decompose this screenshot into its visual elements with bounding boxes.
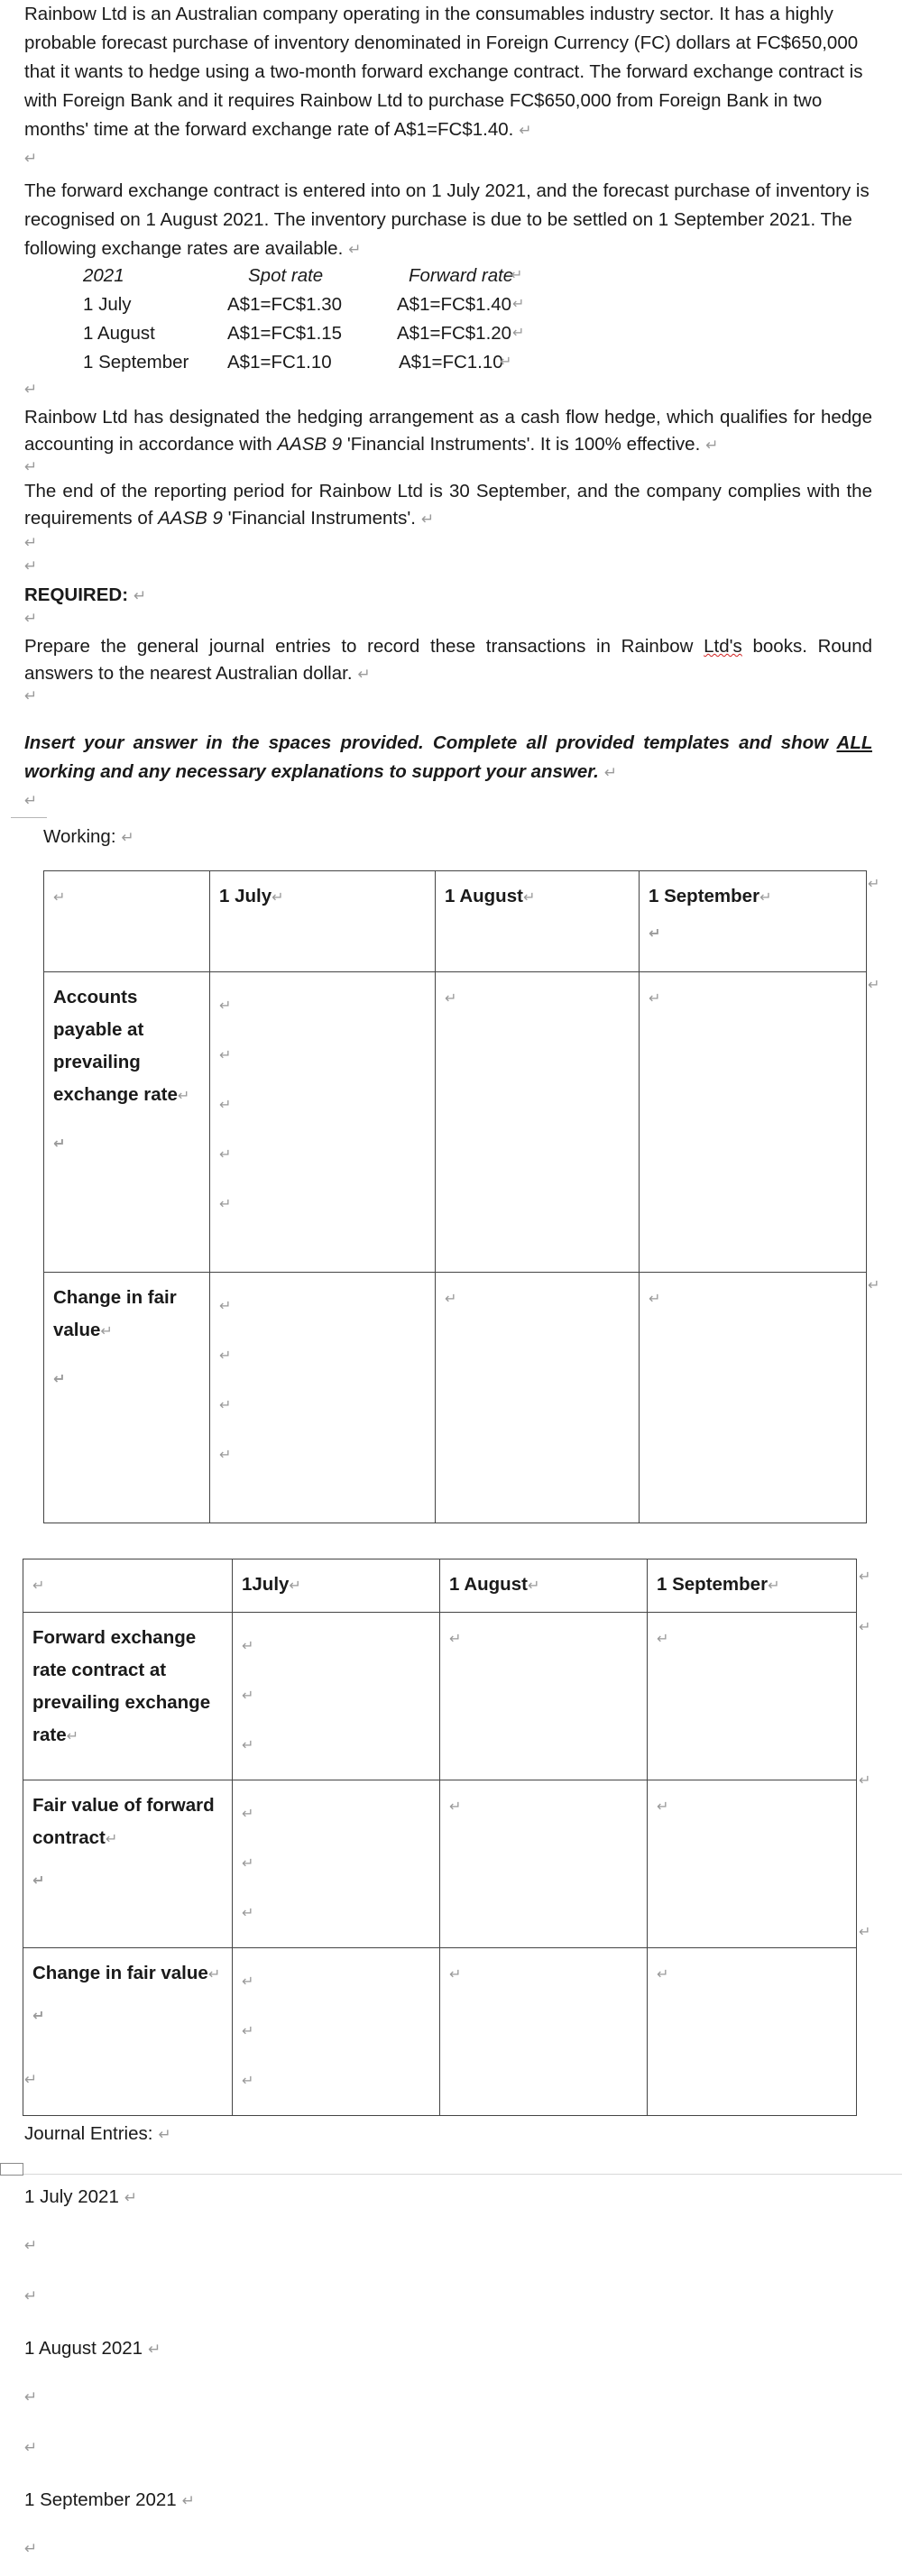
paragraph-mark: ↵ xyxy=(24,2540,38,2557)
paragraph-mark: ↵ xyxy=(53,1372,66,1387)
page-break-line xyxy=(0,2174,902,2175)
row-end-mark: ↵ xyxy=(868,877,880,892)
paragraph-mark: ↵ xyxy=(242,1906,254,1921)
answer-cell-1-september[interactable] xyxy=(640,972,867,1273)
paragraph-mark: ↵ xyxy=(24,2439,38,2456)
paragraph-mark: ↵ xyxy=(24,2237,38,2254)
row-label-accounts-payable xyxy=(44,972,210,1273)
paragraph-mark: ↵ xyxy=(445,991,457,1007)
row-end-mark: ↵ xyxy=(859,1773,871,1789)
paragraph-mark: ↵ xyxy=(24,610,38,627)
answer-cell-1-july[interactable] xyxy=(233,1780,440,1948)
paragraph-mark: ↵ xyxy=(242,2024,254,2039)
header-cell-1-september xyxy=(640,871,867,972)
header-1-september-text: 1 September xyxy=(649,886,760,906)
header-cell-1-july xyxy=(210,871,436,972)
p3-text: Rainbow Ltd has designated the hedging arrangement as a cash flow hedge, which qualifies for hedge accounting in accordance with xyxy=(24,407,872,455)
table-row xyxy=(44,972,867,1273)
paragraph-mark: ↵ xyxy=(242,1738,254,1753)
row-label-text: Fair value of forward contract xyxy=(32,1795,215,1848)
journal-date-1-july xyxy=(24,2183,137,2213)
rate-row-forward: A$1=FC$1.20 xyxy=(397,323,512,344)
answer-cell-1-july[interactable] xyxy=(210,1273,436,1523)
paragraph-mark: ↵ xyxy=(219,998,232,1014)
paragraph-mark: ↵ xyxy=(657,1799,669,1815)
row-end-mark: ↵ xyxy=(859,1925,871,1940)
paragraph-mark: ↵ xyxy=(219,1147,232,1163)
paragraph-mark: ↵ xyxy=(181,2492,195,2509)
paragraph-mark: ↵ xyxy=(219,1197,232,1212)
paragraph-mark: ↵ xyxy=(242,1807,254,1822)
row-label-fair-value-forward xyxy=(23,1780,233,1948)
row-end-mark: ↵ xyxy=(859,1569,871,1585)
header-cell-1-august xyxy=(440,1559,648,1613)
paragraph-mark: ↵ xyxy=(512,297,525,312)
standard-ref: AASB 9 xyxy=(277,434,343,455)
paragraph-mark: ↵ xyxy=(289,1578,301,1594)
divider xyxy=(11,817,47,818)
paragraph-mark: ↵ xyxy=(24,2287,38,2305)
paragraph-mark: ↵ xyxy=(657,1967,669,1983)
paragraph-mark: ↵ xyxy=(219,1448,232,1463)
paragraph-mark: ↵ xyxy=(527,1578,540,1594)
journal-date-1-august xyxy=(24,2334,161,2364)
required-heading xyxy=(24,581,872,611)
intro-paragraph-1 xyxy=(24,0,872,145)
answer-cell-1-august[interactable] xyxy=(440,1948,648,2116)
row-label-change-in-fair-value xyxy=(44,1273,210,1523)
journal-date-text: 1 September 2021 xyxy=(24,2489,177,2510)
paragraph-mark: ↵ xyxy=(24,2071,38,2088)
rate-row-forward: A$1=FC1.10 xyxy=(399,352,503,373)
standard-ref: AASB 9 xyxy=(158,508,223,529)
rate-row-spot: A$1=FC$1.30 xyxy=(227,294,343,315)
paragraph-mark: ↵ xyxy=(24,534,38,551)
paragraph-mark: ↵ xyxy=(242,1688,254,1704)
row-label-text: Forward exchange rate contract at prevailing exchange rate xyxy=(32,1627,211,1745)
paragraph-mark: ↵ xyxy=(24,557,38,575)
paragraph-mark: ↵ xyxy=(242,2074,254,2089)
paragraph-mark: ↵ xyxy=(121,829,134,846)
paragraph-mark: ↵ xyxy=(445,1292,457,1307)
paragraph-mark: ↵ xyxy=(207,1967,221,1983)
required-text-possessive: Ltd's xyxy=(704,636,742,657)
p4-text-after: 'Financial Instruments'. xyxy=(222,508,416,529)
paragraph-mark: ↵ xyxy=(24,687,38,704)
paragraph-mark: ↵ xyxy=(242,1639,254,1654)
paragraph-mark: ↵ xyxy=(148,2341,161,2358)
row-label-text: Change in fair value xyxy=(32,1963,208,1983)
paragraph-mark: ↵ xyxy=(219,1299,232,1314)
paragraph-mark: ↵ xyxy=(348,241,362,258)
table-row xyxy=(44,1273,867,1523)
paragraph-mark: ↵ xyxy=(657,1632,669,1647)
header-1-september-text: 1 September xyxy=(657,1574,769,1595)
paragraph-mark: ↵ xyxy=(219,1348,232,1364)
required-text-after: books. Round answers to the nearest Australian dollar. xyxy=(24,636,873,684)
header-cell-empty xyxy=(44,871,210,972)
rate-header-forward: Forward rate xyxy=(409,265,514,286)
journal-heading-text: Journal Entries: xyxy=(24,2123,153,2144)
paragraph-mark: ↵ xyxy=(449,1632,462,1647)
rate-header-year: 2021 xyxy=(83,265,124,286)
paragraph-mark: ↵ xyxy=(24,458,38,475)
answer-cell-1-july[interactable] xyxy=(233,1613,440,1780)
paragraph-mark: ↵ xyxy=(500,354,512,370)
paragraph-mark: ↵ xyxy=(219,1398,232,1413)
paragraph-mark: ↵ xyxy=(53,890,66,906)
working-table-forward-contract xyxy=(23,1559,857,2116)
answer-cell-1-july[interactable] xyxy=(233,1948,440,2116)
working-label xyxy=(43,823,134,852)
instruction-text: Insert your answer in the spaces provided. Complete all provided templates and show xyxy=(24,732,837,753)
paragraph-mark: ↵ xyxy=(357,666,371,683)
paragraph-mark: ↵ xyxy=(649,926,661,942)
rate-row-forward: A$1=FC$1.40 xyxy=(397,294,512,315)
exchange-rate-table xyxy=(83,262,624,379)
answer-cell-1-september[interactable] xyxy=(648,1613,857,1780)
paragraph-mark: ↵ xyxy=(649,1292,661,1307)
header-1-july-text: 1July xyxy=(242,1574,290,1595)
header-cell-1-july xyxy=(233,1559,440,1613)
table-row xyxy=(23,1613,857,1780)
rate-row-spot: A$1=FC1.10 xyxy=(227,352,332,373)
required-text xyxy=(24,633,872,688)
row-label-change-in-fair-value xyxy=(23,1948,233,2116)
paragraph-mark: ↵ xyxy=(522,890,536,906)
paragraph-mark: ↵ xyxy=(24,381,38,398)
reporting-period-paragraph xyxy=(24,478,872,533)
paragraph-mark: ↵ xyxy=(705,437,719,454)
paragraph-mark: ↵ xyxy=(603,764,618,781)
paragraph-mark: ↵ xyxy=(512,326,525,341)
paragraph-mark: ↵ xyxy=(449,1799,462,1815)
journal-entries-heading xyxy=(24,2120,171,2149)
paragraph-mark: ↵ xyxy=(66,1729,79,1744)
answer-cell-1-september[interactable] xyxy=(648,1948,857,2116)
answer-cell-1-september[interactable] xyxy=(640,1273,867,1523)
paragraph-mark: ↵ xyxy=(177,1089,190,1104)
paragraph-mark: ↵ xyxy=(768,1578,780,1594)
paragraph-mark: ↵ xyxy=(219,1048,232,1063)
working-label-text: Working: xyxy=(43,826,116,847)
paragraph-mark: ↵ xyxy=(32,2009,45,2024)
table-header-row xyxy=(23,1559,857,1613)
paragraph-mark: ↵ xyxy=(158,2126,171,2143)
p4-text: The end of the reporting period for Rainbow Ltd is 30 September, and the company complies with the requirements of xyxy=(24,481,872,529)
paragraph-mark: ↵ xyxy=(759,890,772,906)
intro-text-2: The forward exchange contract is entered into on 1 July 2021, and the forecast purchase of inventory is recognised on 1 August 2021. The inventory purchase is due to be settled on 1 September 2021. The following exchange rates are available. xyxy=(24,180,870,259)
table-header-row xyxy=(44,871,867,972)
rate-header-spot: Spot rate xyxy=(248,265,324,286)
answer-cell-1-august[interactable] xyxy=(440,1780,648,1948)
paragraph-mark: ↵ xyxy=(24,2388,38,2406)
table-row xyxy=(23,1948,857,2116)
working-table-accounts-payable xyxy=(43,870,867,1523)
header-1-july-text: 1 July xyxy=(219,886,272,906)
answer-cell-1-august[interactable] xyxy=(436,1273,640,1523)
rate-row-date: 1 August xyxy=(83,323,155,344)
row-label-text: Accounts payable at prevailing exchange rate xyxy=(53,987,178,1105)
intro-text-1: Rainbow Ltd is an Australian company operating in the consumables industry sector. It has a highly probable forecast purchase of inventory denominated in Foreign Currency (FC) dollars at FC$650,000 that it wants to hedge using a two-month forward exchange contract. The forward exchange contract is with Foreign Bank and it requires Rainbow Ltd to purchase FC$650,000 from Foreign Bank in two months' time at the forward exchange rate of A$1=FC$1.40. xyxy=(24,4,863,140)
answer-cell-1-august[interactable] xyxy=(436,972,640,1273)
required-text-before: Prepare the general journal entries to record these transactions in Rainbow xyxy=(24,636,704,657)
row-end-mark: ↵ xyxy=(868,978,880,993)
paragraph-mark: ↵ xyxy=(420,511,435,528)
header-cell-empty xyxy=(23,1559,233,1613)
required-heading-text: REQUIRED: xyxy=(24,584,129,605)
paragraph-mark: ↵ xyxy=(24,150,38,167)
header-cell-1-august xyxy=(436,871,640,972)
hedge-designation-paragraph xyxy=(24,404,872,459)
answer-cell-1-september[interactable] xyxy=(648,1780,857,1948)
paragraph-mark: ↵ xyxy=(219,1098,232,1113)
row-label-text: Change in fair value xyxy=(53,1287,177,1340)
paragraph-mark: ↵ xyxy=(242,1974,254,1990)
paragraph-mark: ↵ xyxy=(649,991,661,1007)
table-row xyxy=(23,1780,857,1948)
answer-instruction xyxy=(24,729,872,787)
rate-row-spot: A$1=FC$1.15 xyxy=(227,323,343,344)
paragraph-mark: ↵ xyxy=(105,1832,118,1847)
answer-cell-1-july[interactable] xyxy=(210,972,436,1273)
paragraph-mark: ↵ xyxy=(519,122,532,139)
instruction-emphasis: ALL xyxy=(836,732,872,753)
table-move-handle[interactable] xyxy=(0,2163,23,2176)
paragraph-mark: ↵ xyxy=(272,890,284,906)
paragraph-mark: ↵ xyxy=(133,587,147,604)
paragraph-mark: ↵ xyxy=(32,1873,45,1889)
paragraph-mark: ↵ xyxy=(242,1856,254,1872)
header-1-august-text: 1 August xyxy=(449,1574,528,1595)
journal-date-text: 1 August 2021 xyxy=(24,2338,143,2359)
journal-date-1-september xyxy=(24,2486,195,2516)
rate-row-date: 1 July xyxy=(83,294,132,315)
row-label-forward-contract xyxy=(23,1613,233,1780)
paragraph-mark: ↵ xyxy=(449,1967,462,1983)
rate-row-date: 1 September xyxy=(83,352,189,373)
row-end-mark: ↵ xyxy=(868,1278,880,1293)
p3-text-after: 'Financial Instruments'. It is 100% effective. xyxy=(342,434,701,455)
row-end-mark: ↵ xyxy=(859,1620,871,1635)
intro-paragraph-2 xyxy=(24,177,872,264)
paragraph-mark: ↵ xyxy=(100,1324,113,1339)
answer-cell-1-august[interactable] xyxy=(440,1613,648,1780)
instruction-text-after: working and any necessary explanations to support your answer. xyxy=(24,761,599,782)
header-1-august-text: 1 August xyxy=(445,886,523,906)
journal-date-text: 1 July 2021 xyxy=(24,2186,119,2207)
paragraph-mark: ↵ xyxy=(32,1578,45,1594)
paragraph-mark: ↵ xyxy=(24,792,38,809)
paragraph-mark: ↵ xyxy=(511,268,523,283)
paragraph-mark: ↵ xyxy=(124,2189,138,2206)
header-cell-1-september xyxy=(648,1559,857,1613)
paragraph-mark: ↵ xyxy=(53,1136,66,1152)
